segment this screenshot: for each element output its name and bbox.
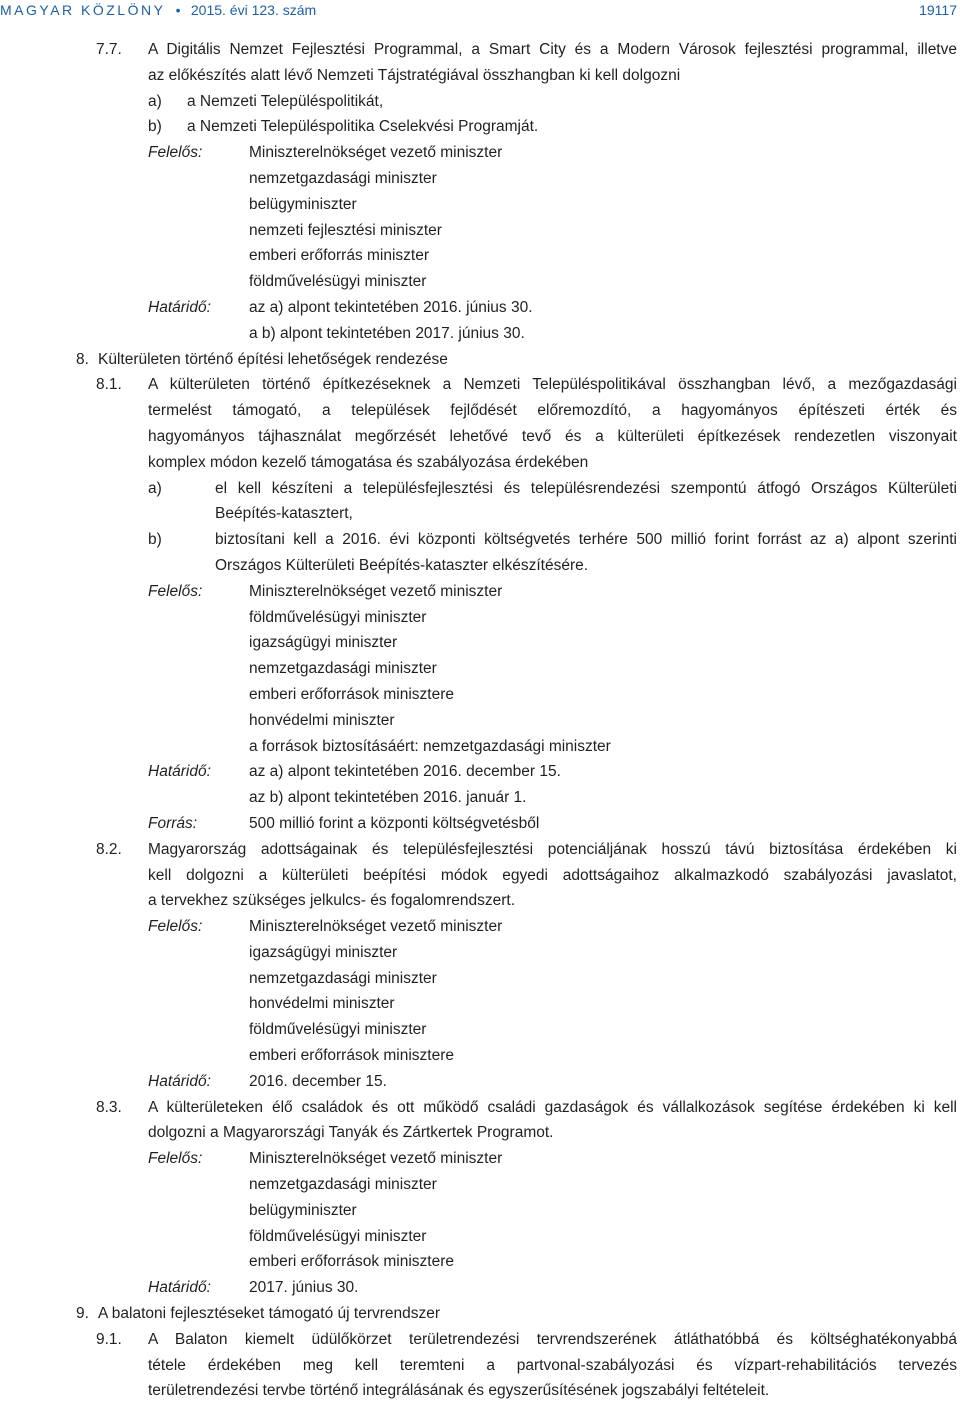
line-text: Külterületen történő építési lehetőségek rendezése [98, 350, 448, 368]
line-text: A Balaton kiemelt üdülőkörzet területrendezési tervrendszerének átláthatóbbá és költséghatékonyabbá [148, 1330, 957, 1348]
text-line [0, 347, 960, 373]
line-text: a Nemzeti Településpolitikát, [187, 92, 384, 110]
line-text: el kell készíteni a településfejlesztési és településrendezési szempontú átfogó Országos Külterületi [215, 479, 957, 497]
item-marker: 8. [76, 350, 89, 368]
line-text: tétele érdekében meg kell teremteni a partvonal-szabályozási és vízpart-rehabilitációs tervezés [148, 1356, 957, 1374]
line-text: a tervekhez szükséges jelkulcs- és fogalomrendszert. [148, 892, 515, 910]
text-line [0, 527, 960, 553]
item-marker: b) [148, 118, 162, 136]
line-text: 500 millió forint a központi költségvetésből [249, 814, 540, 832]
line-text: biztosítani kell a 2016. évi központi költségvetés terhére 500 millió forint forrást az a) alpont szerinti [215, 531, 957, 549]
text-line [0, 424, 960, 450]
journal-header [0, 2, 316, 18]
line-text: Miniszterelnökséget vezető miniszter [249, 144, 503, 162]
text-line [0, 1249, 960, 1275]
field-label: Felelős: [148, 1150, 203, 1168]
text-line [0, 1095, 960, 1121]
text-line [0, 269, 960, 295]
text-line [0, 785, 960, 811]
line-text: földművelésügyi miniszter [249, 1227, 427, 1245]
text-line [0, 1146, 960, 1172]
line-text: komplex módon kezelő támogatása és szabályozása érdekében [148, 453, 589, 471]
header-bullet: • [175, 2, 181, 18]
text-line [0, 1353, 960, 1379]
line-text: az a) alpont tekintetében 2016. június 30. [249, 298, 533, 316]
item-marker: 7.7. [96, 41, 122, 58]
journal-title: MAGYAR KÖZLÖNY [0, 2, 166, 18]
text-line [0, 605, 960, 631]
text-line [0, 553, 960, 579]
text-line [0, 114, 960, 140]
line-text: A külterületen történő építkezéseknek a Nemzeti Településpolitikával összhangban lévő, a mezőgazdasági [148, 376, 957, 394]
field-label: Határidő: [148, 1279, 211, 1297]
text-line [0, 914, 960, 940]
line-text: emberi erőforrás miniszter [249, 247, 430, 265]
item-marker: b) [148, 531, 162, 549]
text-line [0, 1043, 960, 1069]
text-line [0, 37, 960, 63]
line-text: honvédelmi miniszter [249, 995, 395, 1013]
line-text: nemzeti fejlesztési miniszter [249, 221, 442, 239]
line-text: A Digitális Nemzet Fejlesztési Programmal, a Smart City és a Modern Városok fejlesztési programmal, illetve [148, 41, 957, 58]
field-label: Határidő: [148, 763, 211, 781]
text-line [0, 1069, 960, 1095]
line-text: honvédelmi miniszter [249, 711, 395, 729]
text-line [0, 295, 960, 321]
text-line [0, 888, 960, 914]
text-line [0, 1275, 960, 1301]
line-text: nemzetgazdasági miniszter [249, 169, 437, 187]
text-line [0, 1017, 960, 1043]
line-text: A balatoni fejlesztéseket támogató új tervrendszer [98, 1305, 441, 1323]
field-label: Felelős: [148, 582, 203, 600]
line-text: igazságügyi miniszter [249, 634, 398, 652]
text-line [0, 991, 960, 1017]
line-text: Beépítés-katasztert, [215, 505, 353, 523]
text-line [0, 811, 960, 837]
text-line [0, 1224, 960, 1250]
line-text: földművelésügyi miniszter [249, 608, 427, 626]
text-line [0, 321, 960, 347]
line-text: belügyminiszter [249, 1201, 357, 1219]
text-line [0, 1172, 960, 1198]
line-text: nemzetgazdasági miniszter [249, 660, 437, 678]
item-marker: 8.3. [96, 1098, 122, 1116]
item-marker: a) [148, 479, 162, 497]
text-line [0, 656, 960, 682]
text-line [0, 1378, 960, 1404]
field-label: Határidő: [148, 1072, 211, 1090]
line-text: Miniszterelnökséget vezető miniszter [249, 1150, 503, 1168]
text-line [0, 863, 960, 889]
line-text: emberi erőforrások minisztere [249, 685, 455, 703]
line-text: igazságügyi miniszter [249, 943, 398, 961]
item-marker: 8.2. [96, 840, 122, 858]
line-text: belügyminiszter [249, 195, 357, 213]
line-text: termelést támogató, a települések fejlődését előremozdító, a hagyományos építészeti érték és [148, 402, 957, 420]
text-line [0, 1301, 960, 1327]
line-text: Magyarország adottságainak és településfejlesztési potenciáljának hosszú távú biztosítása érdekében ki [148, 840, 957, 858]
item-marker: 9. [76, 1305, 89, 1323]
line-text: Miniszterelnökséget vezető miniszter [249, 918, 503, 936]
field-label: Felelős: [148, 918, 203, 936]
text-line [0, 218, 960, 244]
line-text: az előkészítés alatt lévő Nemzeti Tájstratégiával összhangban ki kell dolgozni [148, 66, 681, 84]
text-line [0, 89, 960, 115]
line-text: emberi erőforrások minisztere [249, 1253, 455, 1271]
line-text: Országos Külterületi Beépítés-kataszter elkészítésére. [215, 556, 589, 574]
text-line [0, 630, 960, 656]
text-line [0, 398, 960, 424]
line-text: emberi erőforrások minisztere [249, 1047, 455, 1065]
text-line [0, 166, 960, 192]
text-line [0, 501, 960, 527]
line-text: területrendezési tervbe történő integrálásának és egyszerűsítésének jogszabályi feltételeit. [148, 1382, 770, 1400]
text-line [0, 966, 960, 992]
line-text: kell dolgozni a külterületi beépítési módok egyedi adottságaihoz alkalmazkodó szabályozási javaslatot, [148, 866, 957, 884]
text-line [0, 708, 960, 734]
line-text: az a) alpont tekintetében 2016. december 15. [249, 763, 561, 781]
line-text: hagyományos tájhasználat megőrzését lehetővé tevő és a külterületi építkezések rendezetlen viszonyait [148, 427, 957, 445]
text-line [0, 140, 960, 166]
line-text: nemzetgazdasági miniszter [249, 969, 437, 987]
text-line [0, 579, 960, 605]
text-line [0, 372, 960, 398]
text-line [0, 940, 960, 966]
line-text: a b) alpont tekintetében 2017. június 30. [249, 324, 525, 342]
line-text: A külterületeken élő családok és ott működő családi gazdaságok és vállalkozások segítése érdekében ki kell [148, 1098, 957, 1116]
line-text: az b) alpont tekintetében 2016. január 1. [249, 789, 527, 807]
line-text: nemzetgazdasági miniszter [249, 1176, 437, 1194]
line-text: 2016. december 15. [249, 1072, 387, 1090]
text-line [0, 682, 960, 708]
document-body [0, 37, 960, 1404]
text-line [0, 759, 960, 785]
text-line [0, 1327, 960, 1353]
text-line [0, 1120, 960, 1146]
issue-number: 2015. évi 123. szám [190, 2, 317, 18]
line-text: a Nemzeti Településpolitika Cselekvési Programját. [187, 118, 539, 136]
item-marker: a) [148, 92, 162, 110]
field-label: Felelős: [148, 144, 203, 162]
line-text: földművelésügyi miniszter [249, 1021, 427, 1039]
line-text: földművelésügyi miniszter [249, 273, 427, 291]
page-header [0, 0, 960, 22]
text-line [0, 734, 960, 760]
text-line [0, 1198, 960, 1224]
field-label: Határidő: [148, 298, 211, 316]
text-line [0, 192, 960, 218]
item-marker: 8.1. [96, 376, 122, 394]
line-text: a források biztosításáért: nemzetgazdasági miniszter [249, 737, 611, 755]
page-number: 19117 [919, 2, 957, 18]
field-label: Forrás: [148, 814, 198, 832]
text-line [0, 243, 960, 269]
line-text: 2017. június 30. [249, 1279, 359, 1297]
text-line [0, 63, 960, 89]
text-line [0, 476, 960, 502]
text-line [0, 450, 960, 476]
line-text: Miniszterelnökséget vezető miniszter [249, 582, 503, 600]
text-line [0, 837, 960, 863]
line-text: dolgozni a Magyarországi Tanyák és Zártkertek Programot. [148, 1124, 554, 1142]
item-marker: 9.1. [96, 1330, 122, 1348]
